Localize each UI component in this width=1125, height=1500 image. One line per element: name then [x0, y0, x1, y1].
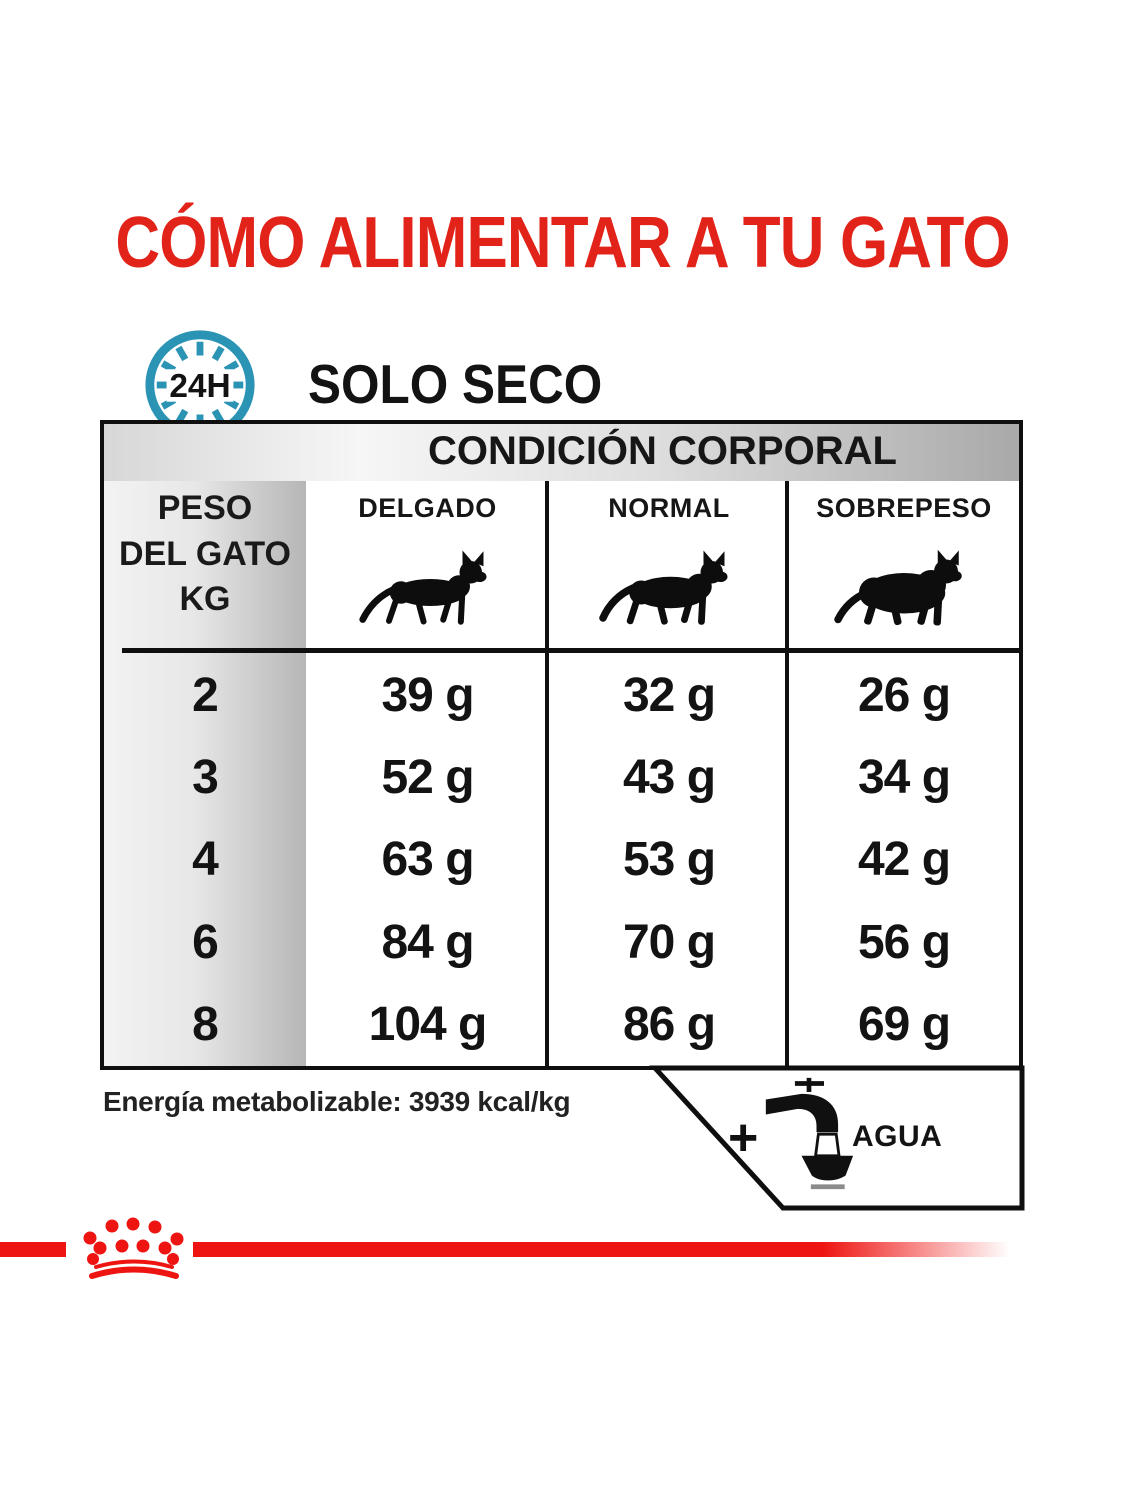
clock-label: 24H	[169, 367, 231, 405]
amount-cell: 56 g	[857, 915, 951, 969]
brand-line-right	[193, 1242, 1010, 1257]
amount-cell: 86 g	[622, 998, 716, 1052]
water-tap-bowl-icon	[762, 1076, 856, 1198]
weight-header-line: KG	[179, 580, 231, 619]
amount-cell: 104 g	[368, 998, 487, 1052]
page-title: CÓMO ALIMENTAR A TU GATO	[115, 203, 1010, 283]
metabolizable-energy-note: Energía metabolizable: 3939 kcal/kg	[103, 1086, 571, 1117]
weight-value: 2	[192, 668, 218, 722]
overweight-cat-icon	[829, 540, 979, 642]
amount-cell: 52 g	[381, 751, 474, 805]
amount-cell: 63 g	[381, 833, 474, 887]
condition-icons-row	[104, 535, 1019, 647]
column-label-delgado: DELGADO	[358, 492, 497, 523]
weight-value: 4	[192, 833, 218, 887]
column-label-sobrepeso: SOBREPESO	[816, 492, 992, 523]
amount-cell: 69 g	[857, 998, 951, 1052]
amount-cell: 42 g	[857, 833, 951, 887]
feeding-amounts-grid	[104, 654, 1019, 1066]
amount-cell: 70 g	[622, 915, 716, 969]
weight-header-line: DEL GATO	[119, 534, 291, 573]
header-separator-line	[122, 648, 1019, 653]
amount-cell: 84 g	[381, 915, 474, 969]
body-condition-header: CONDICIÓN CORPORAL	[428, 429, 897, 473]
amount-cell: 34 g	[857, 751, 951, 805]
amount-cell: 32 g	[622, 668, 716, 722]
brand-line-left	[0, 1242, 66, 1257]
amount-cell: 53 g	[622, 833, 716, 887]
weight-value: 8	[192, 998, 218, 1052]
condition-labels-row	[104, 481, 1019, 535]
plus-sign: +	[728, 1109, 759, 1167]
water-label: AGUA	[852, 1120, 943, 1153]
amount-cell: 43 g	[622, 751, 716, 805]
weight-value: 3	[192, 751, 218, 805]
amount-cell: 39 g	[381, 668, 474, 722]
amount-cell: 26 g	[857, 668, 951, 722]
royal-canin-crown-logo	[72, 1216, 190, 1282]
weight-value: 6	[192, 915, 218, 969]
slim-cat-icon	[353, 540, 503, 642]
column-label-normal: NORMAL	[608, 492, 730, 523]
normal-cat-icon	[594, 540, 744, 642]
feeding-table	[100, 420, 1023, 1070]
feeding-mode-label: SOLO SECO	[308, 353, 603, 415]
weight-header-line: PESO	[157, 489, 253, 527]
